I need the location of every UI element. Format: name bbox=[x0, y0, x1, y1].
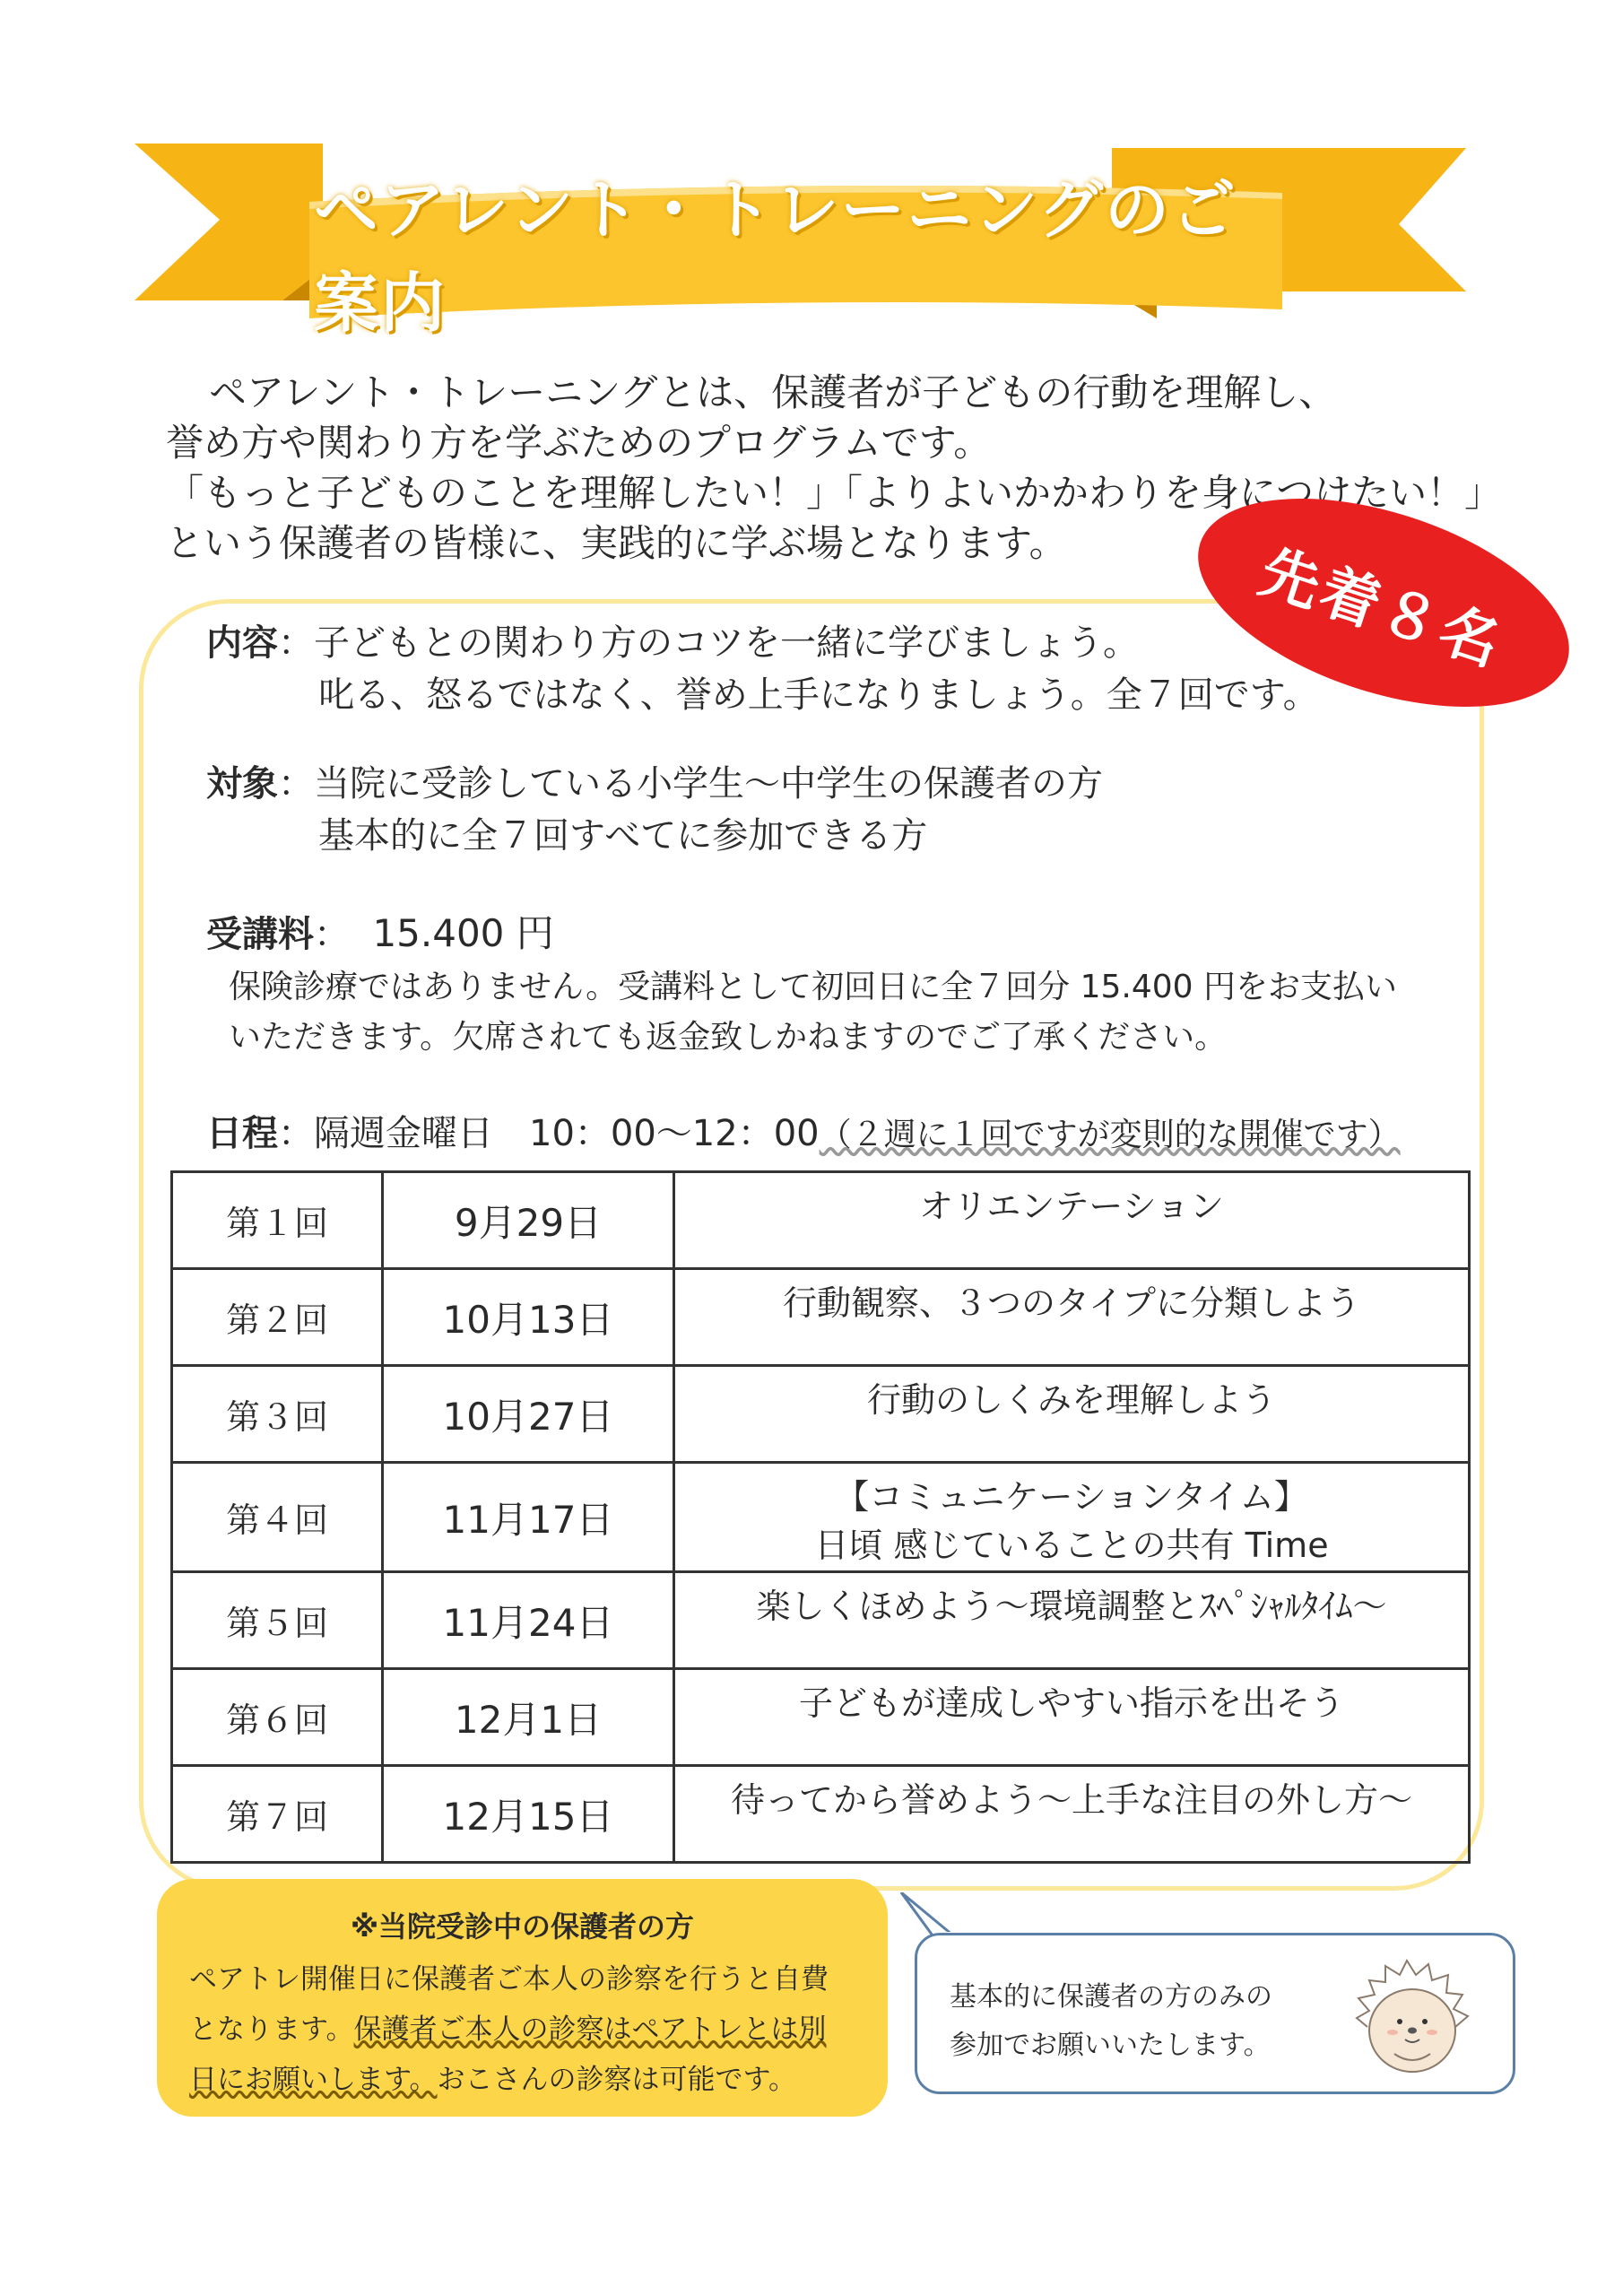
topic-cell bbox=[674, 1766, 1470, 1863]
notice-text-underlined: 保護者ご本人の診察はペアトレとは別 bbox=[353, 2013, 827, 2046]
note-line: 参加でお願いいたします。 bbox=[950, 2030, 1271, 2061]
content-line: 子どもとの関わり方のコツを一緒に学びましょう。 bbox=[314, 622, 1139, 664]
intro-line: ペアレント・トレーニングとは、保護者が子どもの行動を理解し、 bbox=[209, 370, 1337, 414]
table-row bbox=[172, 1766, 1470, 1863]
session-cell: 第１回 bbox=[172, 1172, 383, 1269]
date-cell: 11月17日 bbox=[383, 1463, 674, 1572]
colon: ： bbox=[278, 1113, 314, 1154]
target-section bbox=[206, 758, 1103, 862]
content-label: 内容 bbox=[206, 622, 278, 664]
topic-text: 日頃 感じていることの共有 Time bbox=[814, 1526, 1329, 1565]
session-cell: 第３回 bbox=[172, 1366, 383, 1463]
topic-text: 子どもが達成しやすい指示を出そう bbox=[798, 1683, 1344, 1723]
schedule-section bbox=[206, 1108, 1401, 1161]
table-row bbox=[172, 1269, 1470, 1366]
date-cell: 12月15日 bbox=[383, 1766, 674, 1863]
table-row bbox=[172, 1172, 1470, 1269]
badge-label: 先着８名 bbox=[1252, 535, 1513, 680]
notice-text: おこさんの診察は可能です。 bbox=[437, 2064, 797, 2096]
session-cell: 第２回 bbox=[172, 1269, 383, 1366]
date-cell: 10月27日 bbox=[383, 1366, 674, 1463]
colon: ： bbox=[278, 763, 314, 804]
topic-text: 楽しくほめよう～環境調整とｽﾍﾟｼｬﾙﾀｲﾑ～ bbox=[756, 1587, 1387, 1626]
table-row bbox=[172, 1572, 1470, 1669]
date-cell: 11月24日 bbox=[383, 1572, 674, 1669]
topic-text: 待ってから誉めよう～上手な注目の外し方～ bbox=[730, 1780, 1412, 1820]
notice-text: ペアトレ開催日に保護者ご本人の診察を行うと自費 bbox=[189, 1963, 829, 1996]
date-cell: 9月29日 bbox=[383, 1172, 674, 1269]
intro-line: 「もっと子どものことを理解したい！」「よりよいかかわりを身につけたい！」 bbox=[166, 471, 1503, 515]
colon: ： bbox=[314, 914, 350, 955]
topic-cell bbox=[674, 1669, 1470, 1766]
notice-heading: ※当院受診中の保護者の方 bbox=[350, 1909, 695, 1944]
fee-note-line: いただきます。欠席されても返金致しかねますのでご了承ください。 bbox=[229, 1019, 1228, 1056]
session-cell: 第７回 bbox=[172, 1766, 383, 1863]
table-row bbox=[172, 1463, 1470, 1572]
target-line: 当院に受診している小学生～中学生の保護者の方 bbox=[314, 763, 1103, 804]
page-title: ペアレント・トレーニングのご案内 bbox=[314, 172, 1237, 341]
fee-section bbox=[206, 908, 554, 961]
date-cell: 10月13日 bbox=[383, 1269, 674, 1366]
topic-cell bbox=[674, 1269, 1470, 1366]
intro-line: という保護者の皆様に、実践的に学ぶ場となります。 bbox=[166, 521, 1067, 565]
topic-text: オリエンテーション bbox=[919, 1187, 1224, 1226]
colon: ： bbox=[278, 622, 314, 664]
schedule-label: 日程 bbox=[206, 1113, 278, 1154]
target-line: 基本的に全７回すべてに参加できる方 bbox=[318, 815, 928, 857]
topic-text: 行動のしくみを理解しよう bbox=[866, 1380, 1276, 1420]
session-cell: 第４回 bbox=[172, 1463, 383, 1572]
schedule-table bbox=[170, 1170, 1471, 1864]
schedule-time: 隔週金曜日 10：00～12：00 bbox=[314, 1113, 820, 1154]
table-row bbox=[172, 1366, 1470, 1463]
schedule-note: （２週に１回ですが変則的な開催です） bbox=[819, 1117, 1401, 1153]
notice-text-underlined: 日にお願いします。 bbox=[189, 2064, 438, 2096]
intro-line: 誉め方や関わり方を学ぶためのプログラムです。 bbox=[166, 421, 992, 465]
topic-text: 行動観察、３つのタイプに分類しよう bbox=[782, 1283, 1361, 1323]
date-cell: 12月1日 bbox=[383, 1669, 674, 1766]
session-cell: 第６回 bbox=[172, 1669, 383, 1766]
topic-cell bbox=[674, 1172, 1470, 1269]
content-line: 叱る、怒るではなく、誉め上手になりましょう。全７回です。 bbox=[318, 674, 1319, 716]
content-section bbox=[206, 617, 1319, 721]
patient-notice bbox=[157, 1879, 888, 2117]
topic-text: 【コミュニケーションタイム】 bbox=[835, 1477, 1308, 1517]
fee-amount: 15.400 円 bbox=[372, 911, 554, 955]
note-line: 基本的に保護者の方のみの bbox=[950, 1981, 1272, 2013]
topic-cell bbox=[674, 1366, 1470, 1463]
topic-cell bbox=[674, 1572, 1470, 1669]
topic-cell bbox=[674, 1463, 1470, 1572]
notice-text: となります。 bbox=[189, 2013, 354, 2046]
fee-label: 受講料 bbox=[206, 914, 314, 955]
target-label: 対象 bbox=[206, 763, 278, 804]
notice-body bbox=[189, 1954, 855, 2105]
table-row bbox=[172, 1669, 1470, 1766]
hedgehog-illustration bbox=[1350, 1955, 1475, 2081]
fee-note-line: 保険診療ではありません。受講料として初回日に全７回分 15.400 円をお支払い bbox=[229, 969, 1398, 1005]
session-cell: 第５回 bbox=[172, 1572, 383, 1669]
